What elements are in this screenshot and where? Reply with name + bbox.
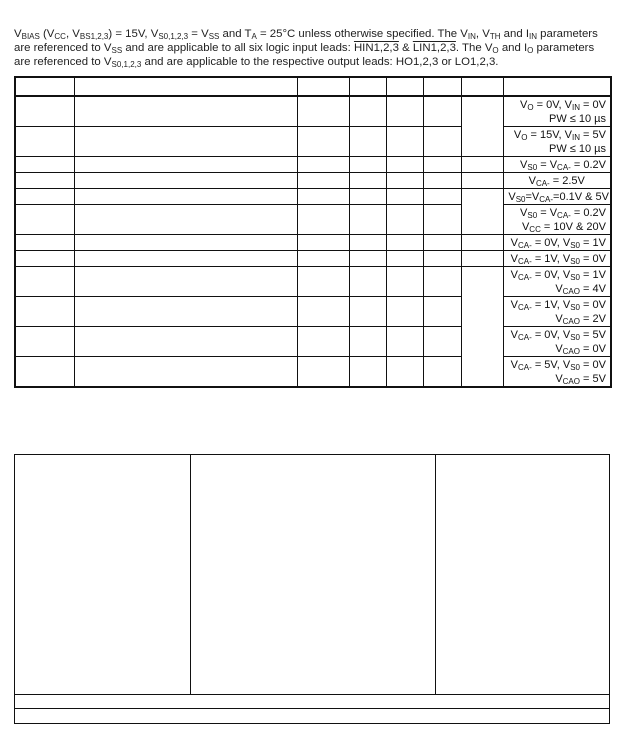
typ-cell [386,251,423,267]
min-cell [349,205,386,235]
max-cell [423,357,461,388]
figure-cell [297,235,349,251]
units-cell [461,267,503,388]
min-cell [349,189,386,205]
header-figure [297,77,349,96]
definition-cell [74,157,297,173]
table-row [15,251,611,267]
typ-cell [386,157,423,173]
header-typ [386,77,423,96]
figure-cell [297,251,349,267]
table-row [15,357,611,388]
max-cell [423,327,461,357]
min-cell [349,251,386,267]
characteristics-table [14,76,612,388]
definition-cell [74,189,297,205]
figure-cell [297,157,349,173]
symbol-cell [15,96,74,127]
divider [15,708,609,709]
min-cell [349,157,386,173]
table-row [15,127,611,157]
units-cell [461,189,503,235]
figure-cell [297,189,349,205]
symbol-cell [15,189,74,205]
symbol-cell [15,235,74,251]
definition-cell [74,297,297,327]
typ-cell [386,327,423,357]
test-condition-cell: $V_{CA-} = 1V$, $V_{S0} = 0V$ $V_{CAO} = 2V$ [503,297,611,327]
definition-cell [74,251,297,267]
test-condition-cell: $V_{CA-} = 1V$, $V_{S0} = 0V$ [503,251,611,267]
figure-cell [297,357,349,388]
figure-cell [297,173,349,189]
symbol-cell [15,173,74,189]
lead-assignments-box [14,454,610,724]
test-condition-cell: $V_{CA-} = 5V$, $V_{S0} = 0V$ $V_{CAO} = 5V$ [503,357,611,388]
symbol-cell [15,297,74,327]
definition-cell [74,127,297,157]
max-cell [423,267,461,297]
test-condition-cell: $V_{S0}=V_{CA-}=0.1V$ & 5V [503,189,611,205]
typ-cell [386,235,423,251]
figure-cell [297,297,349,327]
definition-cell [74,357,297,388]
figure-cell [297,96,349,127]
max-cell [423,96,461,127]
typ-cell [386,173,423,189]
intro-line-3: are referenced to $V_{S0,1,2,3}$ and are applicable to the respective output leads: HO1,2,3 or LO1,2,3. [14,56,499,69]
conditions-paragraph [14,27,624,69]
max-cell [423,205,461,235]
table-row [15,267,611,297]
figure-cell [297,127,349,157]
table-row [15,189,611,205]
symbol-cell [15,251,74,267]
definition-cell [74,267,297,297]
typ-cell [386,96,423,127]
divider [435,455,436,695]
test-condition-cell: $V_{S0} = V_{CA-} = 0.2V$ [503,157,611,173]
header-max [423,77,461,96]
typ-cell [386,267,423,297]
divider [15,694,609,695]
header-test-conditions [503,77,611,96]
units-cell [461,173,503,189]
symbol-cell [15,127,74,157]
symbol-cell [15,157,74,173]
min-cell [349,96,386,127]
test-condition-cell: $V_{CA-} = 0V$, $V_{S0} = 1V$ $V_{CAO} = 4V$ [503,267,611,297]
min-cell [349,267,386,297]
typ-cell [386,189,423,205]
definition-cell [74,205,297,235]
symbol-cell [15,327,74,357]
definition-cell [74,235,297,251]
min-cell [349,327,386,357]
header-symbol [15,77,74,96]
test-condition-cell: $V_{CA-} = 0V$, $V_{S0} = 1V$ [503,235,611,251]
figure-cell [297,267,349,297]
header-min [349,77,386,96]
definition-cell [74,96,297,127]
table-row [15,297,611,327]
test-condition-cell: $V_{CA-} = 2.5V$ [503,173,611,189]
definition-cell [74,327,297,357]
min-cell [349,127,386,157]
max-cell [423,157,461,173]
test-condition-cell: $V_O = 15V$, $V_{IN} = 5V$ PW ≤ 10 µs [503,127,611,157]
divider [190,455,191,695]
table-header-row [15,77,611,96]
intro-line-2: are referenced to $V_{SS}$ and are applicable to all six logic input leads: HIN1,2,3 & LIN1,2,3. The $V_O$ and $I_O$ parameters [14,42,595,55]
max-cell [423,297,461,327]
typ-cell [386,205,423,235]
test-condition-cell: $V_O = 0V$, $V_{IN} = 0V$ PW ≤ 10 µs [503,96,611,127]
header-units [461,77,503,96]
table-row [15,157,611,173]
max-cell [423,235,461,251]
units-cell [461,251,503,267]
table-row [15,173,611,189]
header-definition [74,77,297,96]
units-cell [461,96,503,157]
units-cell [461,157,503,173]
definition-cell [74,173,297,189]
table-row [15,327,611,357]
typ-cell [386,127,423,157]
min-cell [349,173,386,189]
figure-cell [297,327,349,357]
table-row [15,96,611,127]
min-cell [349,357,386,388]
max-cell [423,127,461,157]
typ-cell [386,357,423,388]
symbol-cell [15,267,74,297]
intro-line-1: $V_{BIAS}$ ($V_{CC}$, $V_{BS1,2,3}) = 15V$, $V_{S0,1,2,3} = V_{SS}$ and $T_A = 25^\circ C$ unless otherwise specified. The $V_{IN}$, $V_{TH}$ and $I_{IN}$ parameters [14,28,598,41]
symbol-cell [15,357,74,388]
max-cell [423,173,461,189]
min-cell [349,297,386,327]
min-cell [349,235,386,251]
figure-cell [297,205,349,235]
units-cell [461,235,503,251]
test-condition-cell: $V_{S0} = V_{CA-} = 0.2V$ $V_{CC} = 10V$ & 20V [503,205,611,235]
test-condition-cell: $V_{CA-} = 0V$, $V_{S0} = 5V$ $V_{CAO} = 0V$ [503,327,611,357]
table-row [15,235,611,251]
symbol-cell [15,205,74,235]
table-row [15,205,611,235]
max-cell [423,189,461,205]
typ-cell [386,297,423,327]
max-cell [423,251,461,267]
